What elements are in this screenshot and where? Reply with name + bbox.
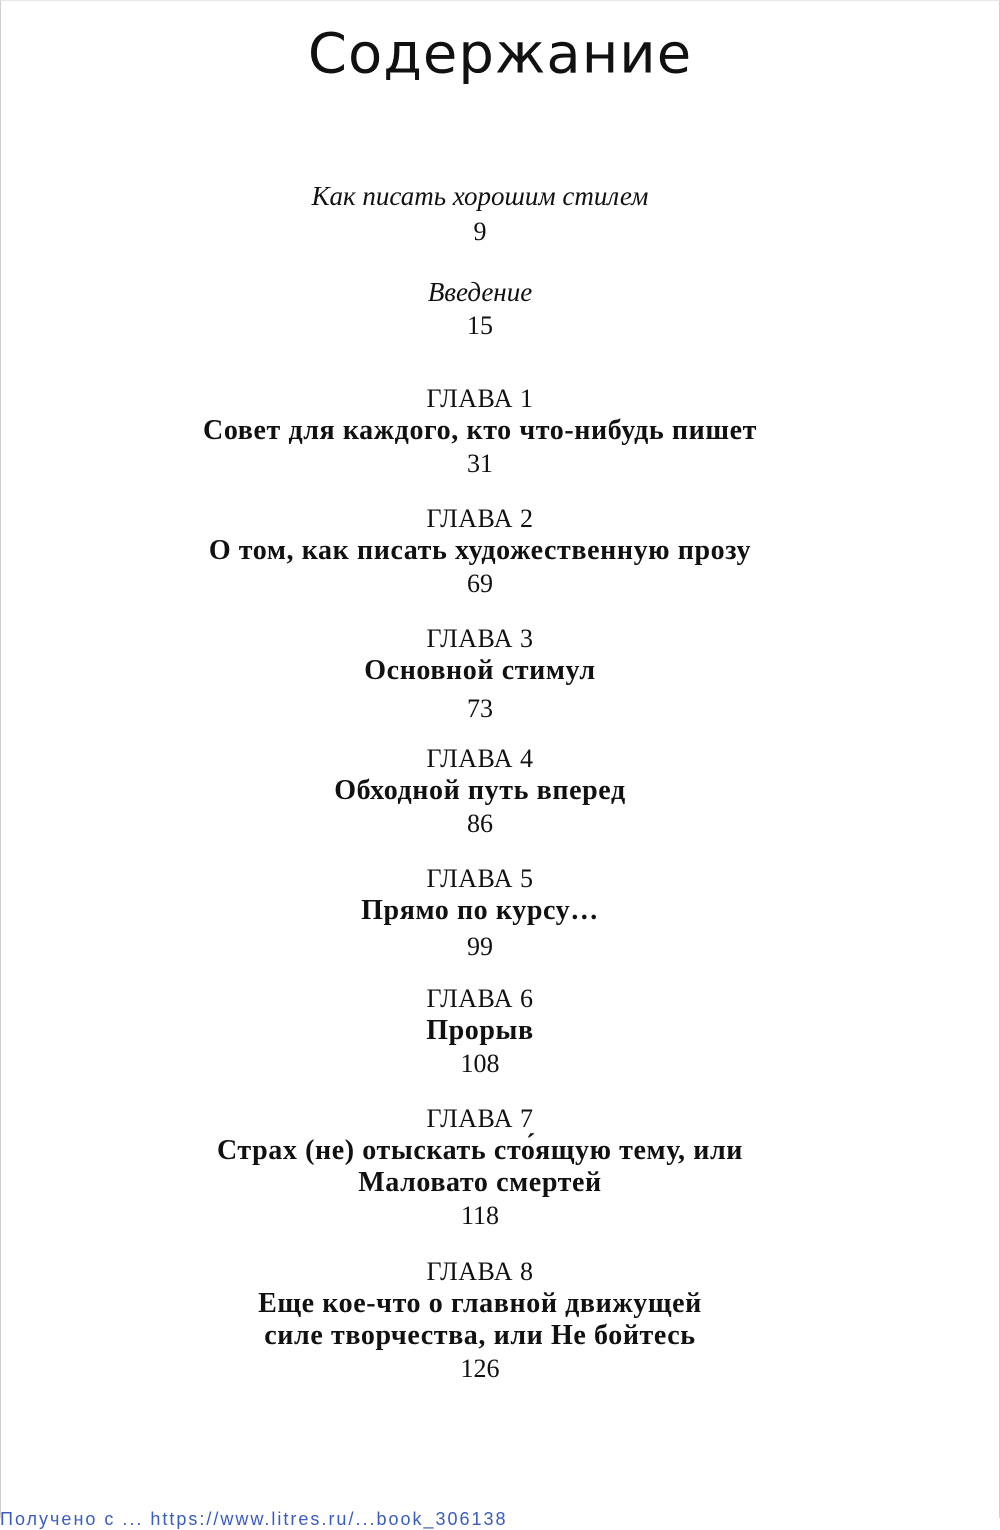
chapter-page: 73	[467, 694, 493, 723]
toc-chapter-5[interactable]	[100, 862, 860, 963]
toc-chapter-8[interactable]	[100, 1255, 860, 1385]
toc-chapter-7[interactable]	[100, 1102, 860, 1232]
toc-entry-title: Введение	[427, 277, 533, 307]
chapter-title: Совет для каждого, кто что-нибудь пишет	[203, 415, 757, 446]
chapter-title: Обходной путь вперед	[334, 775, 626, 806]
chapter-label: ГЛАВА 3	[426, 624, 534, 653]
chapter-label: ГЛАВА 5	[426, 864, 534, 893]
chapter-title: Прямо по курсу…	[361, 895, 599, 926]
chapter-page: 118	[460, 1201, 500, 1230]
toc-entry-page: 15	[467, 311, 493, 340]
chapter-title-line-1: Еще кое-что о главной движущей	[258, 1288, 702, 1319]
page-title: Содержание	[307, 22, 693, 87]
toc-entry-page: 9	[473, 217, 487, 246]
chapter-page: 99	[467, 932, 493, 961]
chapter-page: 108	[460, 1049, 500, 1078]
toc-entry-introduction[interactable]	[100, 276, 860, 342]
toc-chapter-4[interactable]	[100, 742, 860, 840]
chapter-label: ГЛАВА 7	[426, 1104, 534, 1133]
chapter-title: Основной стимул	[364, 655, 596, 686]
chapter-title-line-1: Страх (не) отыскать сто́ящую тему, или	[216, 1135, 744, 1166]
chapter-label: ГЛАВА 6	[426, 984, 534, 1013]
chapter-title-line-2: силе творчества, или Не бойтесь	[264, 1320, 696, 1351]
toc-entry-title: Как писать хорошим стилем	[311, 181, 649, 211]
chapter-label: ГЛАВА 4	[426, 744, 534, 773]
footer-link[interactable]: Получено с ... https://www.litres.ru/...book_306138	[0, 1509, 508, 1529]
chapter-title: О том, как писать художественную прозу	[208, 535, 752, 566]
chapter-label: ГЛАВА 1	[426, 384, 534, 413]
chapter-page: 86	[467, 809, 493, 838]
chapter-label: ГЛАВА 2	[426, 504, 534, 533]
toc-chapter-1[interactable]	[100, 382, 860, 480]
toc-entry-style[interactable]	[100, 180, 860, 248]
chapter-page: 69	[467, 569, 493, 598]
chapter-page: 126	[460, 1354, 500, 1383]
chapter-title: Прорыв	[426, 1015, 534, 1046]
chapter-label: ГЛАВА 8	[426, 1257, 534, 1286]
chapter-page: 31	[467, 449, 493, 478]
toc-chapter-2[interactable]	[100, 502, 860, 600]
footer-link-strip[interactable]	[0, 1509, 1000, 1529]
toc-chapter-6[interactable]	[100, 982, 860, 1080]
chapter-title-line-2: Маловато смертей	[358, 1167, 602, 1198]
toc-chapter-3[interactable]	[100, 622, 860, 725]
